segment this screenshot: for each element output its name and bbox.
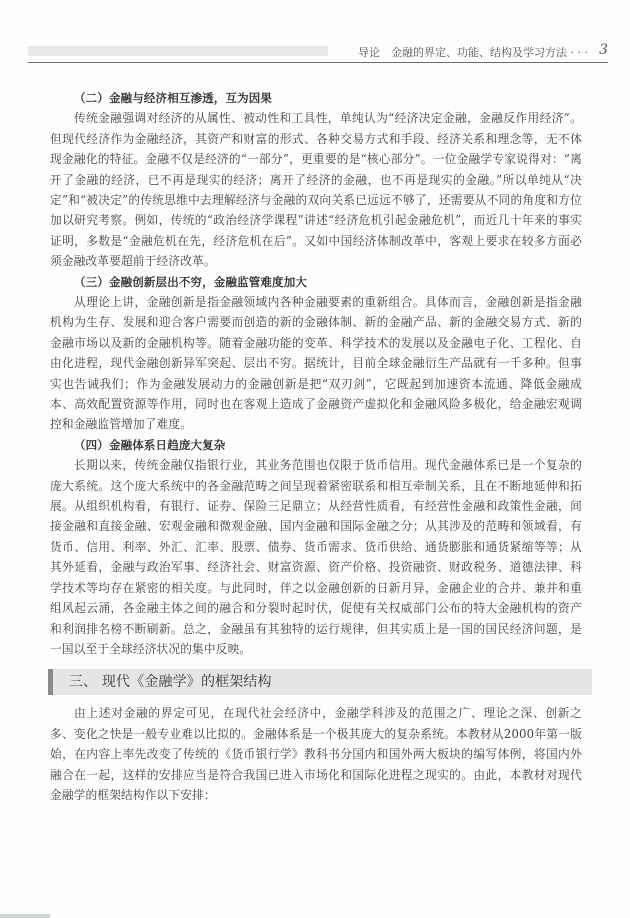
page-number: 3 [599, 42, 608, 58]
paragraph-financial-innovation: 从理论上讲，金融创新是指金融领域内各种金融要素的重新组合。具体而言，金融创新是指金融机构为生存、发展和迎合客户需要而创造的新的金融体制、新的金融产品、新的金融交易方式、新的金融市场以及新的金融机构等。随着金融功能的变革、科学技术的发展以及金融电子化、工程化、自由化进程，现代金融创新异军突起、层出不穷。据统计，目前全球金融衍生产品就有一千多种。但事实也告诫我们；作为金融发展动力的金融创新是把“双刃剑”，它既起到加速资本流通、降低金融成本、高效配置资源等作用，同时也在客观上造成了金融资产虚拟化和金融风险多极化，给金融宏观调控和金融监管增加了难度。 [50, 295, 582, 432]
paragraph-financial-system: 长期以来，传统金融仅指银行业，其业务范围也仅限于货币信用。现代金融体系已是一个复杂的庞大系统。这个庞大系统中的各金融范畴之间呈现着紧密联系和相互牵制关系，且在不断地延伸和拓展。从组织机构看，有银行、证券、保险三足鼎立；从经营性质看，有经营性金融和政策性金融，间接金融和直接金融、宏观金融和微观金融、国内金融和国际金融之分；从其涉及的范畴和领域看，有货币、信用、利率、外汇、汇率、股票、债券、货币需求、货币供给、通货膨胀和通货紧缩等等；从其外延看，金融与政治军事、经济社会、财富资源、资产价格、投资融资、财政税务、道德法律、科学技术等均存在紧密的相关度。与此同时，伴之以金融创新的日新月异，金融企业的合并、兼并和重组风起云涌，各金融主体之间的融合和分裂时起时伏，促使有关权威部门公布的特大金融机构的资产和利润排名榜不断刷新。总之，金融虽有其独特的运行规律，但其实质上是一国的国民经济问题，是一国以至于全球经济状况的集中反映。 [50, 458, 582, 656]
subsection-heading-4: （四）金融体系日趋庞大复杂 [74, 437, 226, 452]
section-heading-bar [48, 669, 592, 695]
section-title: 三、 现代《金融学》的框架结构 [69, 674, 272, 691]
header-decoration-bar [28, 46, 328, 56]
page-bottom-mark [0, 914, 50, 918]
page-body [50, 88, 582, 805]
subsection-heading-2: （二）金融与经济相互渗透，互为因果 [74, 91, 273, 105]
paragraph-finance-economy: 传统金融强调对经济的从属性、被动性和工具性，单纯认为“经济决定金融，金融反作用经济”。但现代经济作为金融经济，其资产和财富的形式、各种交易方式和手段、经济关系和理念等，无不体现金融化的特征。金融不仅是经济的“一部分”，更重要的是“核心部分”。一位金融学专家说得对：“离开了金融的经济，已不再是现实的经济；离开了经济的金融，也不再是现实的金融。”所以单纯从“决定”和“被决定”的传统思维中去理解经济与金融的双向关系已远远不够了，还需要从不同的角度和方位加以研究考察。例如，传统的“政治经济学课程”讲述“经济危机引起金融危机”，而近几十年来的事实证明，多数是“金融危机在先，经济危机在后”。又如中国经济体制改革中，客观上要求在较多方面必须金融改革要超前于经济改革。 [50, 111, 582, 269]
running-head-text: 导论 金融的界定、功能、结构及学习方法 · · · [358, 46, 588, 59]
paragraph-framework: 由上述对金融的界定可见，在现代社会经济中，金融学科涉及的范围之广、理论之深、创新之多、变化之快是一般专业难以比拟的。金融体系是一个极其庞大的复杂系统。本教材从2000年第一版始，在内容上率先改变了传统的《货币银行学》教科书分国内和国外两大板块的编写体例，将国内外融合在一起，这样的安排应当是符合我国已进入市场化和国际化进程之现实的。由此，本教材对现代金融学的框架结构作以下安排： [50, 706, 582, 802]
subsection-heading-3: （三）金融创新层出不穷，金融监管难度加大 [74, 274, 307, 289]
running-header [28, 38, 608, 63]
